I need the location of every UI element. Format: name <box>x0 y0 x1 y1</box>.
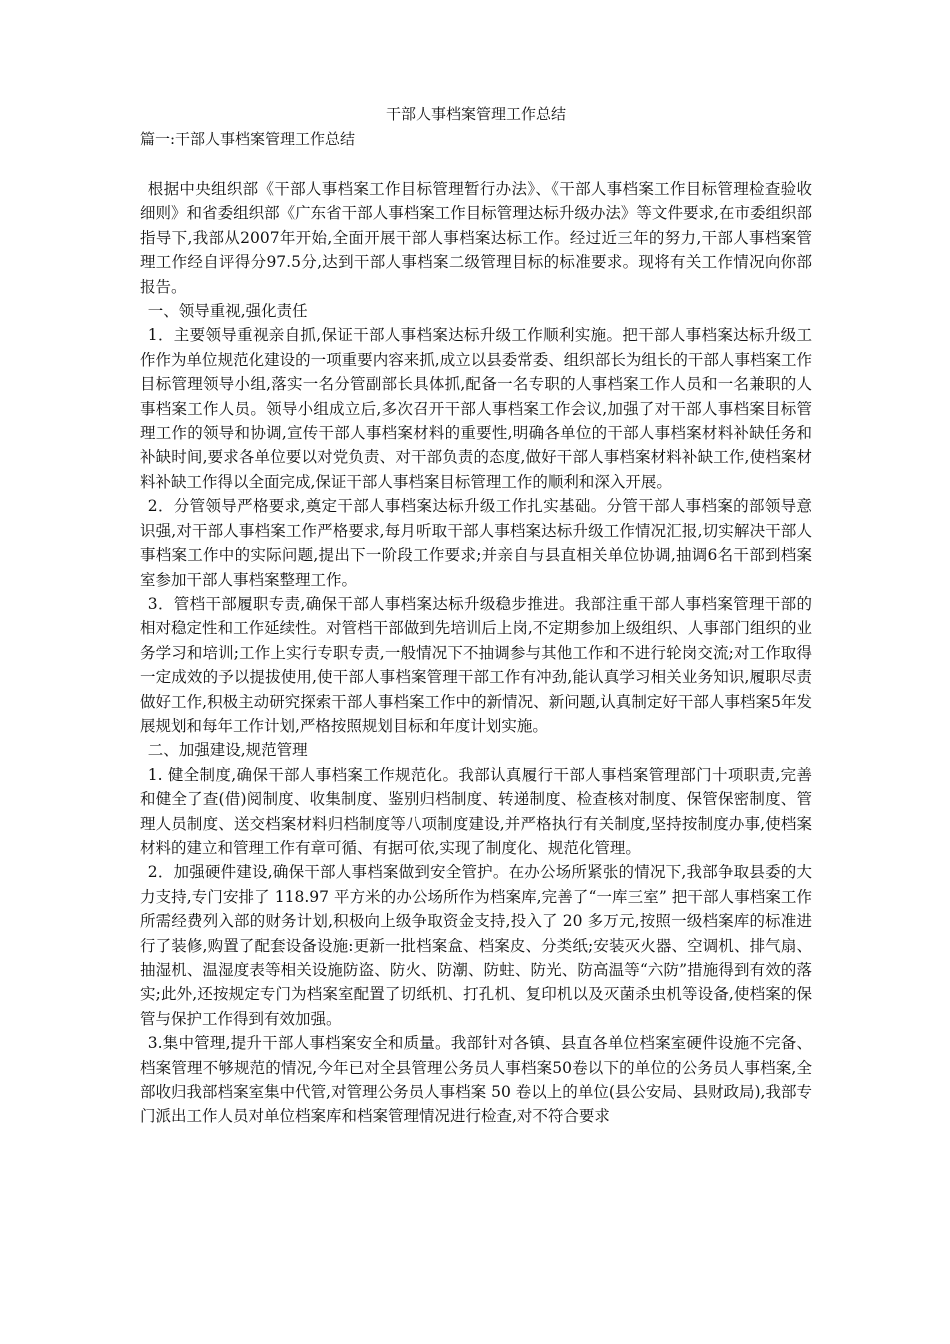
paragraph-2-3: 3.集中管理,提升干部人事档案安全和质量。我部针对各镇、县直各单位档案室硬件设施不完备、档案管理不够规范的情况,今年已对全县管理公务员人事档案50卷以下的单位的公务员人事档案,全部收归我部档案室集中代管,对管理公务员人事档案 50 卷以上的单位(县公安局、县财政局),我部专门派出工作人员对单位档案库和档案管理情况进行检查,对不符合要求 <box>140 1034 812 1126</box>
paragraph-2-2: 2．加强硬件建设,确保干部人事档案做到安全管护。在办公场所紧张的情况下,我部争取县委的大力支持,专门安排了 118.97 平方米的办公场所作为档案库,完善了“一库三室” 把干部人事档案工作所需经费列入部的财务计划,积极向上级争取资金支持,投入了 20 多万元,按照一级档案库的标准进行了装修,购置了配套设备设施:更新一批档案盒、档案皮、分类纸;安装灭火器、空调机、排气扇、抽湿机、温湿度表等相关设施防盗、防火、防潮、防蛀、防光、防高温等“六防”措施得到有效的落实;此外,还按规定专门为档案室配置了切纸机、打孔机、复印机以及灭菌杀虫机等设备,使档案的保管与保护工作得到有效加强。 <box>140 863 812 1028</box>
section-heading-2: 二、加强建设,规范管理 <box>147 741 308 760</box>
paragraph-2-1: 1. 健全制度,确保干部人事档案工作规范化。我部认真履行干部人事档案管理部门十项职责,完善和健全了查(借)阅制度、收集制度、鉴别归档制度、转递制度、检查核对制度、保管保密制度、管理人员制度、送交档案材料归档制度等八项制度建设,并严格执行有关制度,坚持按制度办事,使档案材料的建立和管理工作有章可循、有据可依,实现了制度化、规范化管理。 <box>140 765 812 857</box>
paragraph-1-1: 1．主要领导重视亲自抓,保证干部人事档案达标升级工作顺利实施。把干部人事档案达标升级工作作为单位规范化建设的一项重要内容来抓,成立以县委常委、组织部长为组长的干部人事档案工作目标管理领导小组,落实一名分管副部长具体抓,配备一名专职的人事档案工作人员和一名兼职的人事档案工作人员。领导小组成立后,多次召开干部人事档案工作会议,加强了对干部人事档案目标管理工作的领导和协调,宣传干部人事档案材料的重要性,明确各单位的干部人事档案材料补缺任务和补缺时间,要求各单位要以对党负责、对干部负责的态度,做好干部人事档案材料补缺工作,使档案材料补缺工作得以全面完成,保证干部人事档案目标管理工作的顺利和深入开展。 <box>140 326 812 491</box>
paragraph-1-2: 2．分管领导严格要求,奠定干部人事档案达标升级工作扎实基础。分管干部人事档案的部领导意识强,对干部人事档案工作严格要求,每月听取干部人事档案达标升级工作情况汇报,切实解决干部人事档案工作中的实际问题,提出下一阶段工作要求;并亲自与县直相关单位协调,抽调6名干部到档案室参加干部人事档案整理工作。 <box>140 497 812 589</box>
document-title: 干部人事档案管理工作总结 <box>385 105 566 123</box>
section-heading-1: 一、领导重视,强化责任 <box>147 302 308 321</box>
paragraph-1-3: 3．管档干部履职专责,确保干部人事档案达标升级稳步推进。我部注重干部人事档案管理干部的相对稳定性和工作延续性。对管档干部做到先培训后上岗,不定期参加上级组织、人事部门组织的业务学习和培训;工作上实行专职专责,一般情况下不抽调参与其他工作和不进行轮岗交流;对工作取得一定成效的予以提拔使用,使干部人事档案管理干部工作有冲劲,能认真学习相关业务知识,履职尽责做好工作,积极主动研究探索干部人事档案工作中的新情况、新问题,认真制定好干部人事档案5年发展规划和每年工作计划,严格按照规划目标和年度计划实施。 <box>140 594 812 735</box>
paragraph-intro: 根据中央组织部《干部人事档案工作目标管理暂行办法》、《干部人事档案工作目标管理检查验收细则》和省委组织部《广东省干部人事档案工作目标管理达标升级办法》等文件要求,在市委组织部指导下,我部从2007年开始,全面开展干部人事档案达标工作。经过近三年的努力,干部人事档案管理工作经自评得分97.5分,达到干部人事档案二级管理目标的标准要求。现将有关工作情况向你部报告。 <box>140 180 812 296</box>
document-subtitle: 篇一:干部人事档案管理工作总结 <box>140 130 356 148</box>
